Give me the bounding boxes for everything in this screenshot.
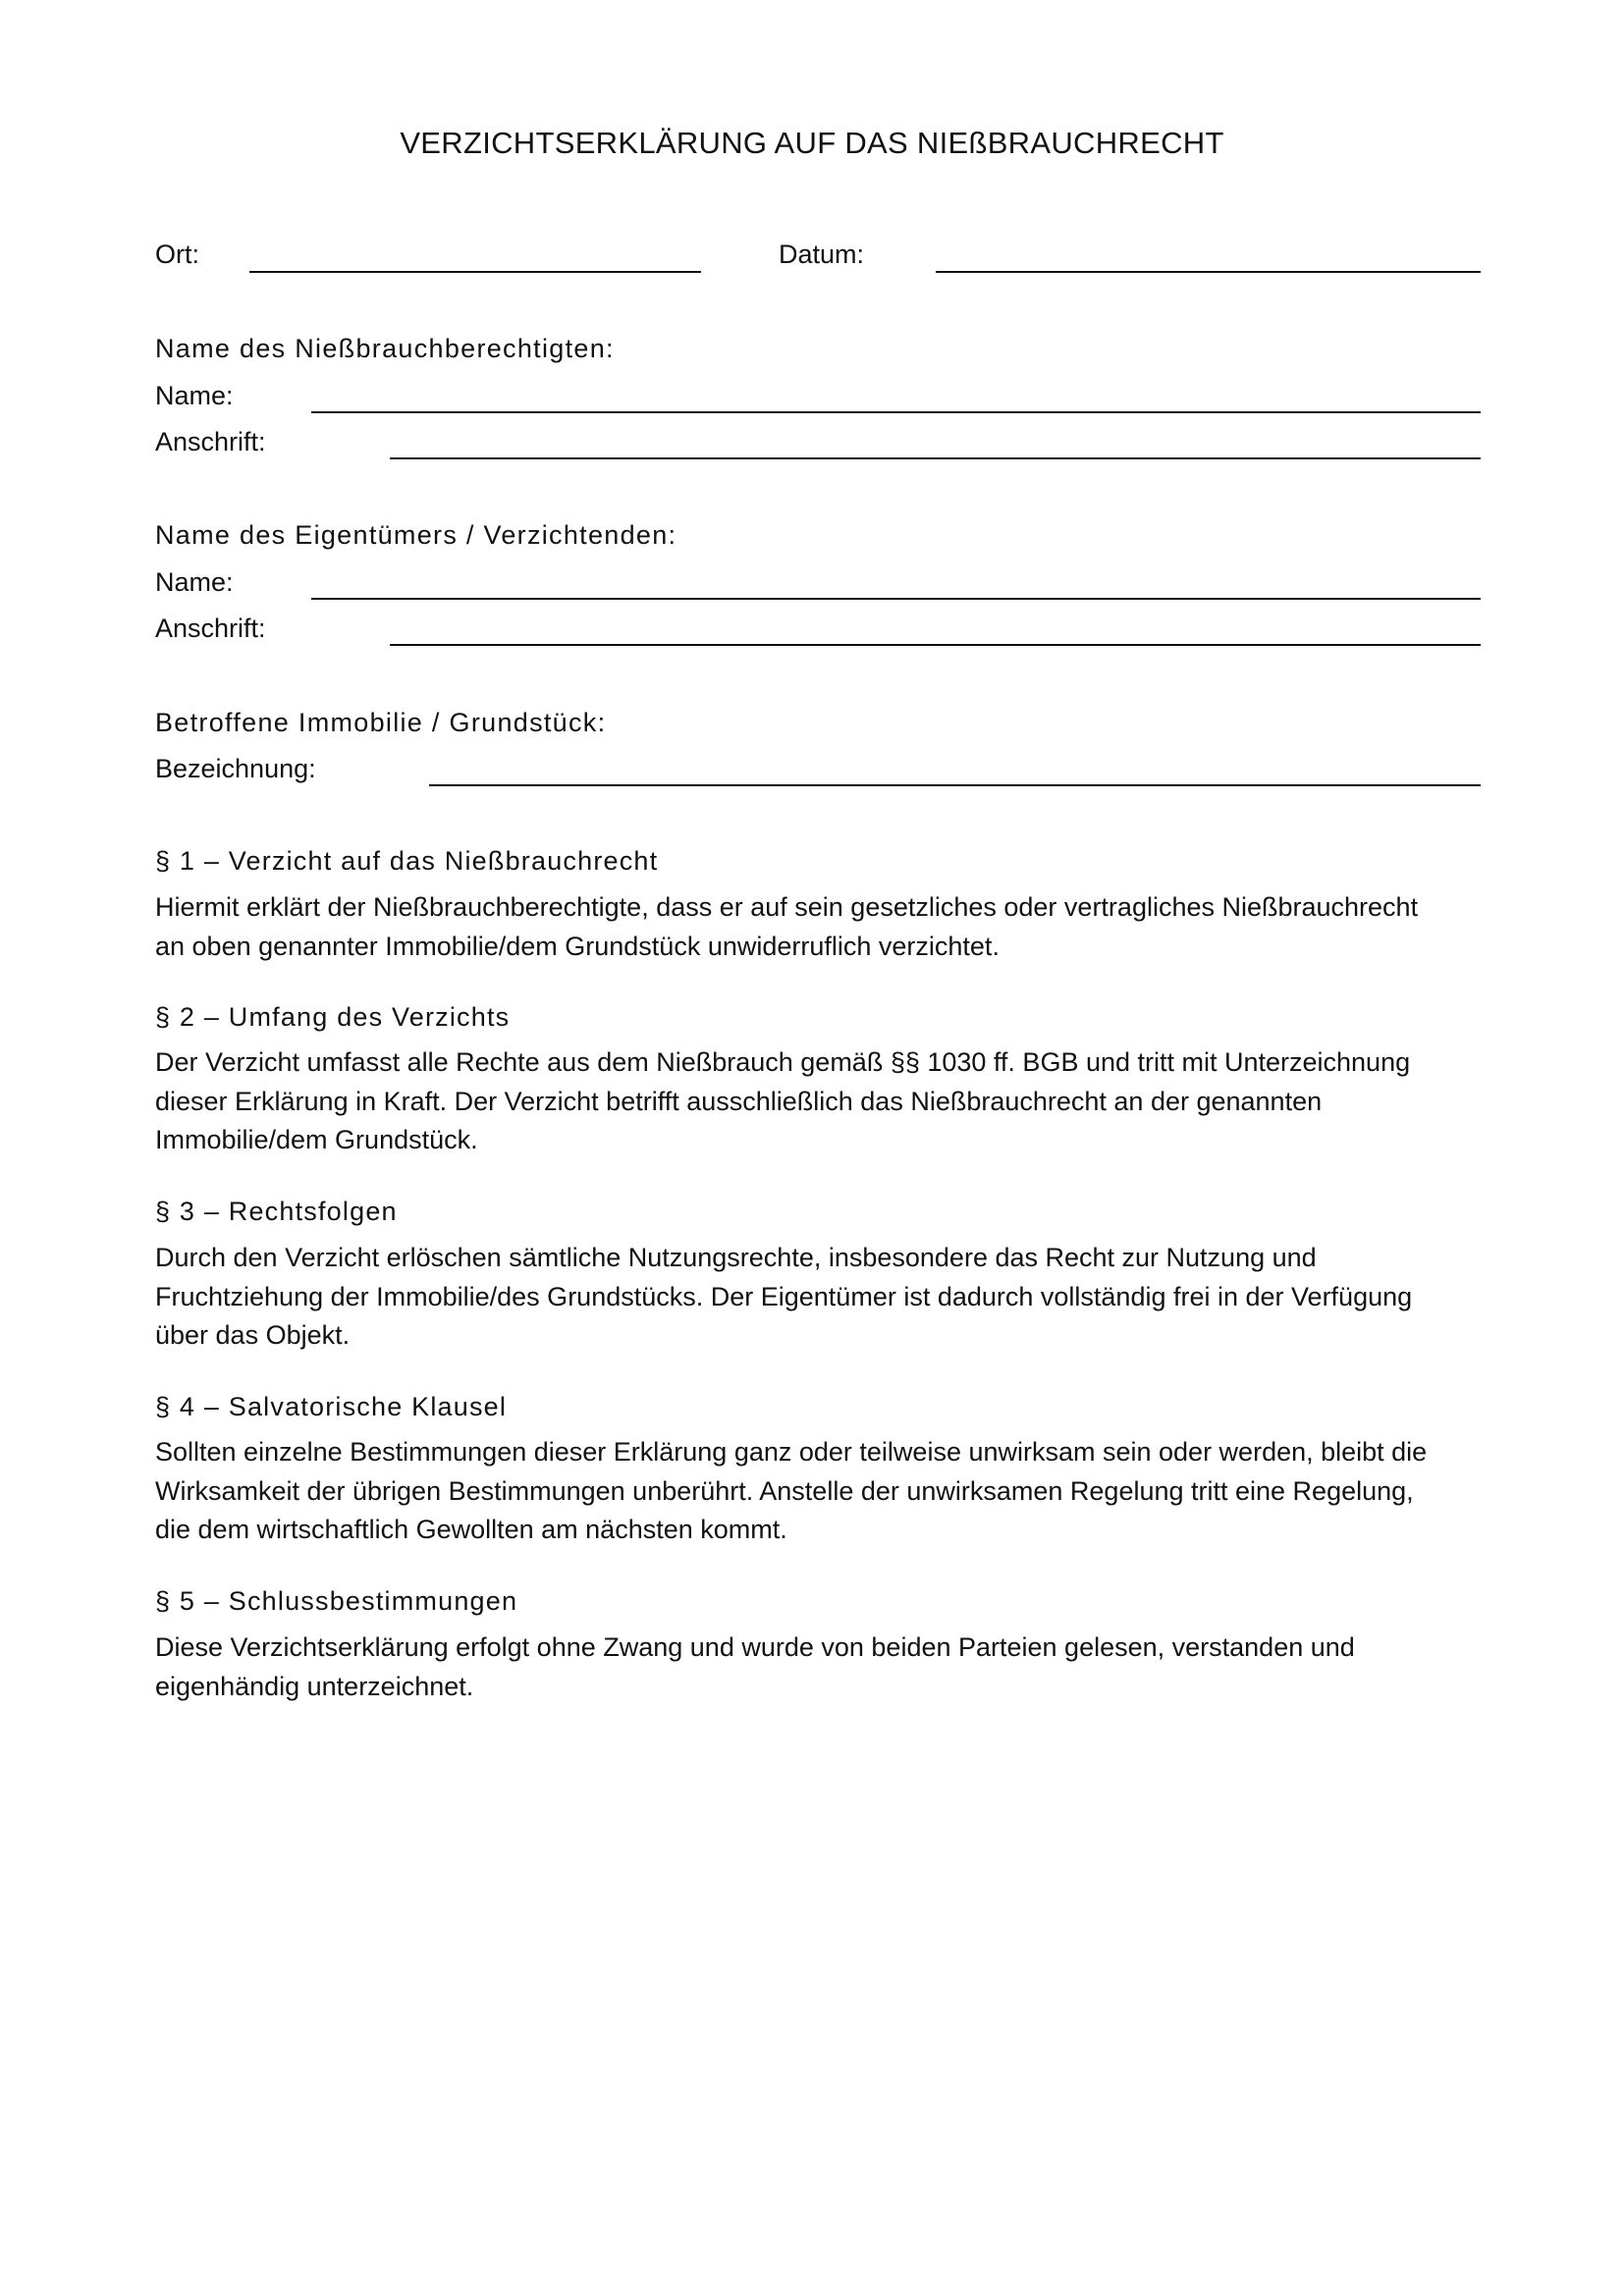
beneficiary-name-line[interactable] xyxy=(311,411,1481,413)
section-4-title: § 4 – Salvatorische Klausel xyxy=(155,1392,508,1421)
owner-address-label: Anschrift: xyxy=(155,614,266,643)
owner-heading: Name des Eigentümers / Verzichtenden: xyxy=(155,520,677,550)
section-2-title: § 2 – Umfang des Verzichts xyxy=(155,1002,511,1032)
section-5-title: § 5 – Schlussbestimmungen xyxy=(155,1586,518,1616)
section-4-text: Sollten einzelne Bestimmungen dieser Erklärung ganz oder teilweise unwirksam sein oder werden, bleibt die Wirksamkeit der übrigen Bestimmungen unberührt. Anstelle der unwirksamen Regelung tritt eine Regelung, die dem wirtschaftlich Gewollten am nächsten kommt. xyxy=(155,1437,1428,1544)
section-3-text: Durch den Verzicht erlöschen sämtliche Nutzungsrechte, insbesondere das Recht zur Nutzung und Fruchtziehung der Immobilie/des Grundstücks. Der Eigentümer ist dadurch vollständig frei in der Verfügung über das Objekt. xyxy=(155,1243,1413,1350)
owner-name-label: Name: xyxy=(155,567,234,597)
section-3-title: § 3 – Rechtsfolgen xyxy=(155,1197,398,1226)
owner-name-line[interactable] xyxy=(311,598,1481,600)
section-1-title: § 1 – Verzicht auf das Nießbrauchrecht xyxy=(155,846,659,876)
ort-label: Ort: xyxy=(155,240,199,269)
owner-address-line[interactable] xyxy=(390,644,1481,646)
property-designation-line[interactable] xyxy=(429,784,1481,786)
section-1-text: Hiermit erklärt der Nießbrauchberechtigte, dass er auf sein gesetzliches oder vertragliches Nießbrauchrecht an oben genannter Immobilie/dem Grundstück unwiderruflich verzichtet. xyxy=(155,892,1419,961)
datum-label: Datum: xyxy=(779,240,865,269)
section-2-text: Der Verzicht umfasst alle Rechte aus dem Nießbrauch gemäß §§ 1030 ff. BGB und tritt mit Unterzeichnung dieser Erklärung in Kraft. Der Verzicht betrifft ausschließlich das Nießbrauchrecht an der genannten Immobilie/dem Grundstück. xyxy=(155,1047,1411,1154)
beneficiary-name-label: Name: xyxy=(155,381,234,410)
datum-field-line[interactable] xyxy=(936,271,1481,273)
property-designation-label: Bezeichnung: xyxy=(155,754,316,783)
beneficiary-address-label: Anschrift: xyxy=(155,427,266,456)
ort-field-line[interactable] xyxy=(249,271,701,273)
property-heading: Betroffene Immobilie / Grundstück: xyxy=(155,708,607,737)
section-5-text: Diese Verzichtserklärung erfolgt ohne Zwang und wurde von beiden Parteien gelesen, verstanden und eigenhändig unterzeichnet. xyxy=(155,1632,1355,1701)
beneficiary-address-line[interactable] xyxy=(390,457,1481,459)
beneficiary-heading: Name des Nießbrauchberechtigten: xyxy=(155,334,615,363)
document-title: VERZICHTSERKLÄRUNG AUF DAS NIEßBRAUCHRECHT xyxy=(400,126,1224,160)
